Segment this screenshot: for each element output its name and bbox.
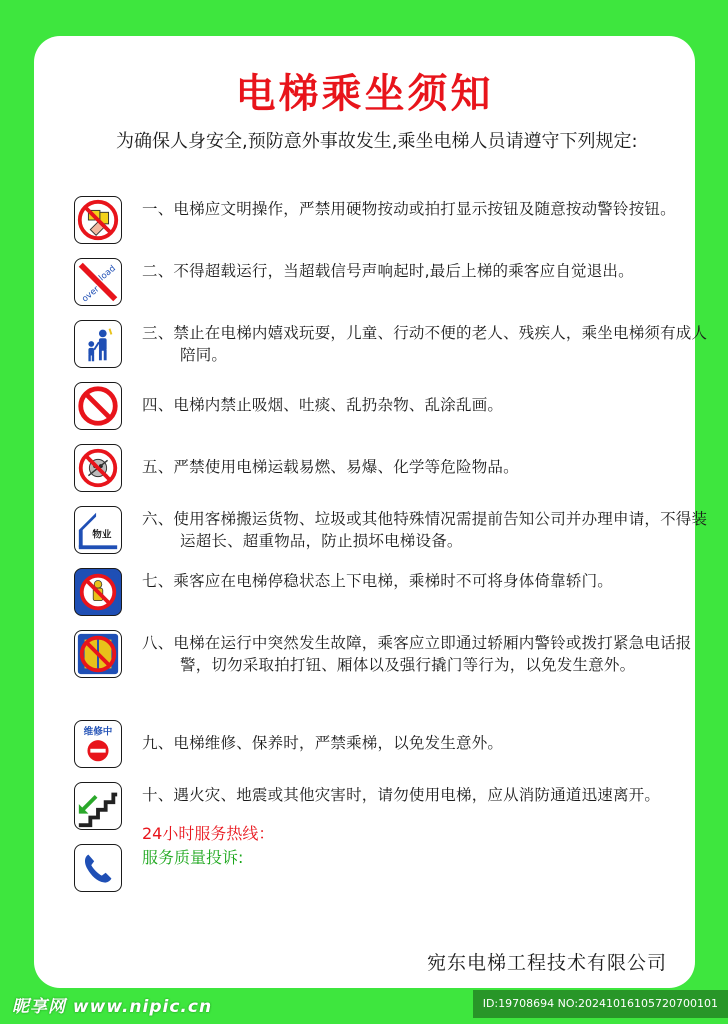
hotline-label: 24小时服务热线： (142, 824, 275, 843)
intro-text: 为确保人身安全,预防意外事故发生,乘坐电梯人员请遵守下列规定: (116, 131, 638, 152)
rule-item (74, 196, 684, 256)
rule-text: 三、禁止在电梯内嬉戏玩耍，儿童、行动不便的老人、残疾人，乘坐电梯须有成人陪同。 (142, 324, 708, 364)
rule-text: 一、电梯应文明操作，严禁用硬物按动或拍打显示按钮及随意按动警铃按钮。 (142, 200, 676, 218)
rule-text: 九、电梯维修、保养时，严禁乘梯，以免发生意外。 (142, 734, 504, 752)
rule-item (74, 382, 684, 442)
rule-item (74, 320, 708, 380)
no-prying-doors-icon (74, 630, 122, 678)
overload-text-b: load (97, 263, 118, 284)
rule-text: 八、电梯在运行中突然发生故障，乘客应立即通过轿厢内警铃或拨打紧急电话报警，切勿采取拍打钮、厢体以及强行撬门等行为，以免发生意外。 (142, 634, 692, 674)
notice-panel (34, 36, 708, 988)
child-accompanied-icon (74, 320, 122, 368)
use-stairs-icon (74, 782, 122, 830)
property-notice-icon (74, 506, 122, 554)
no-hazardous-goods-icon (74, 444, 122, 492)
rule-item (74, 444, 684, 504)
rule-text: 五、严禁使用电梯运载易燃、易爆、化学等危险物品。 (142, 458, 519, 476)
watermark-right: ID:19708694 NO:20241016105720700101 (473, 990, 728, 1018)
no-hitting-buttons-icon (74, 196, 122, 244)
company-name: 宛东电梯工程技术有限公司 (426, 952, 667, 974)
watermark-left: 昵享网 www.nipic.cn (12, 997, 213, 1017)
complaint-label: 服务质量投诉: (142, 848, 244, 867)
property-label: 物业 (92, 529, 112, 541)
rule-item (74, 258, 684, 318)
rule-item (74, 568, 684, 628)
overload-text-a: over (80, 284, 102, 305)
rule-text: 十、遇火灾、地震或其他灾害时，请勿使用电梯，应从消防通道迅速离开。 (142, 786, 661, 804)
no-leaning-icon (74, 568, 122, 616)
rule-text: 二、不得超载运行，当超载信号声响起时,最后上梯的乘客应自觉退出。 (142, 262, 634, 280)
contact-block (142, 822, 274, 870)
under-maintenance-icon (74, 720, 122, 768)
phone-icon (74, 844, 122, 892)
rule-item (74, 720, 684, 780)
prohibition-icon (74, 382, 122, 430)
maintenance-label: 维修中 (83, 726, 113, 738)
page-title: 电梯乘坐须知 (235, 71, 494, 117)
rule-text: 六、使用客梯搬运货物、垃圾或其他特殊情况需提前告知公司并办理申请，不得装运超长、超重物品，防止损坏电梯设备。 (142, 510, 708, 550)
rule-item (74, 630, 692, 690)
no-overload-icon (74, 258, 122, 306)
rule-item (74, 506, 708, 566)
rule-text: 四、电梯内禁止吸烟、吐痰、乱扔杂物、乱涂乱画。 (142, 396, 504, 414)
rule-text: 七、乘客应在电梯停稳状态上下电梯，乘梯时不可将身体倚靠轿门。 (142, 572, 614, 590)
